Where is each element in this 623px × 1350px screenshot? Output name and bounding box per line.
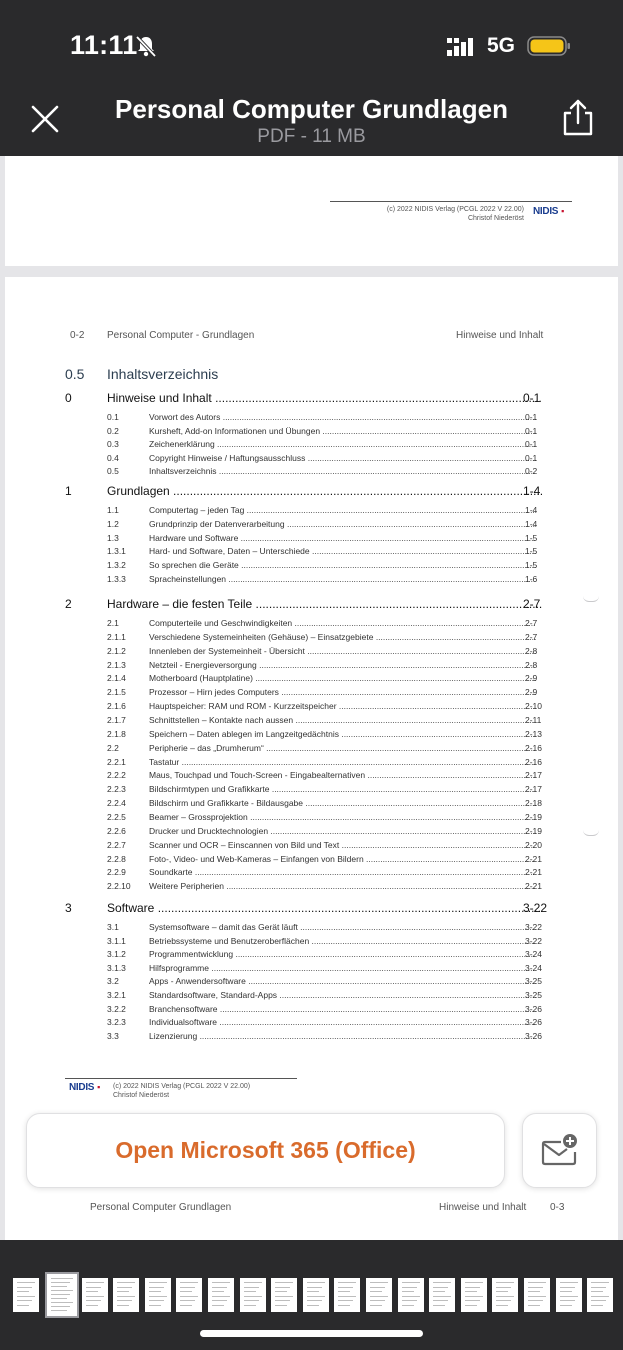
nidis-logo-text: NIDIS bbox=[69, 1082, 95, 1093]
toc-entry[interactable] bbox=[5, 1004, 618, 1016]
toc-chapter-page: 0-1 bbox=[523, 391, 541, 405]
toc-entry-title: Programmentwicklung ..... bbox=[149, 949, 536, 959]
toc-entry[interactable] bbox=[5, 949, 618, 961]
toc-entry[interactable] bbox=[5, 466, 618, 478]
toc-entry-title: Betriebssysteme und Benutzeroberflächen ..... bbox=[149, 936, 536, 946]
toc-entry-title: Hauptspeicher: RAM und ROM - Kurzzeitspeicher ..... bbox=[149, 701, 536, 711]
thumbnail-strip[interactable] bbox=[0, 1240, 623, 1350]
toc-entry-number: 2.2.8 bbox=[107, 853, 126, 864]
page-thumbnail[interactable] bbox=[366, 1278, 392, 1312]
nidis-logo: NIDIS ▪ bbox=[69, 1082, 101, 1093]
toc-entry-page: 2-7 bbox=[525, 631, 538, 642]
bell-muted-icon bbox=[134, 35, 158, 57]
toc-entry[interactable] bbox=[5, 1017, 618, 1029]
footer-copyright-line1: (c) 2022 NIDIS Verlag (PCGL 2022 V 22.00) bbox=[113, 1083, 251, 1090]
page-thumbnail[interactable] bbox=[524, 1278, 550, 1312]
pdf-page-current bbox=[5, 277, 618, 1145]
toc-entry[interactable] bbox=[5, 646, 618, 658]
toc-entry-title: Prozessor – Hirn jedes Computers ..... bbox=[149, 687, 536, 697]
toc-entry-title: Hilfsprogramme ..... bbox=[149, 963, 536, 973]
toc-entry-title: Tastatur ..... bbox=[149, 757, 536, 767]
page-thumbnail[interactable] bbox=[208, 1278, 234, 1312]
page-thumbnail[interactable] bbox=[13, 1278, 39, 1312]
document-subtitle: PDF - 11 MB bbox=[257, 126, 366, 147]
toc-entry-title: Drucker und Drucktechnologien ..... bbox=[149, 826, 536, 836]
toc-entry[interactable] bbox=[5, 632, 618, 644]
toc-chapter-title: Hardware – die festen Teile ..... bbox=[107, 597, 542, 611]
toc-entry[interactable] bbox=[5, 660, 618, 672]
status-time: 11:11 bbox=[70, 30, 138, 60]
toc-entry-title: Computerteile und Geschwindigkeiten ..... bbox=[149, 618, 536, 628]
toc-entry-number: 0.1 bbox=[107, 412, 119, 422]
toc-entry-page: 2-8 bbox=[525, 645, 538, 656]
toc-entry-number: 3.2.2 bbox=[107, 1003, 126, 1014]
toc-heading-number: 0.5 bbox=[65, 366, 85, 382]
toc-entry[interactable] bbox=[5, 990, 618, 1002]
mail-plus-icon bbox=[541, 1132, 579, 1168]
toc-entry-number: 1.1 bbox=[107, 505, 119, 515]
share-icon[interactable] bbox=[560, 98, 596, 138]
home-indicator[interactable] bbox=[200, 1330, 423, 1337]
toc-entry-number: 0.4 bbox=[107, 452, 119, 463]
document-header bbox=[0, 90, 623, 156]
battery-icon bbox=[527, 35, 571, 57]
toc-entry-page: 0-1 bbox=[525, 452, 538, 463]
footer-copyright-line1: (c) 2022 NIDIS Verlag (PCGL 2022 V 22.00) bbox=[386, 206, 524, 213]
toc-entry-title: Verschiedene Systemeinheiten (Gehäuse) – Einsatzgebiete ..... bbox=[149, 632, 536, 642]
toc-entry-number: 2.2.7 bbox=[107, 839, 126, 850]
toc-entry-title: Branchensoftware ..... bbox=[149, 1004, 536, 1014]
toc-entry[interactable] bbox=[5, 439, 618, 451]
toc-entry[interactable] bbox=[5, 533, 618, 545]
footer-rule bbox=[65, 1078, 297, 1079]
page-thumbnail[interactable] bbox=[461, 1278, 487, 1312]
toc-entry[interactable] bbox=[5, 1031, 618, 1043]
toc-entry-title: So sprechen die Geräte ..... bbox=[149, 560, 536, 570]
toc-entry-number: 3.2.1 bbox=[107, 990, 126, 1000]
toc-entry-page: 2-16 bbox=[525, 756, 543, 767]
toc-entry-page: 3-26 bbox=[525, 1017, 543, 1028]
toc-entry-title: Computertag – jeden Tag ..... bbox=[149, 505, 536, 515]
toc-entry[interactable] bbox=[5, 840, 618, 852]
toc-entry-number: 3.2 bbox=[107, 976, 119, 987]
toc-entry-number: 3.3 bbox=[107, 1030, 119, 1041]
toc-entry-title: Lizenzierung ..... bbox=[149, 1031, 536, 1041]
toc-entry[interactable] bbox=[5, 963, 618, 975]
toc-entry[interactable] bbox=[5, 867, 618, 879]
toc-entry-title: Standardsoftware, Standard-Apps ..... bbox=[149, 990, 536, 1000]
toc-entry[interactable] bbox=[5, 729, 618, 741]
toc-chapter[interactable] bbox=[5, 597, 618, 613]
toc-entry-title: Kursheft, Add-on Informationen und Übungen ..... bbox=[149, 426, 536, 436]
toc-entry-page: 0-2 bbox=[525, 466, 538, 477]
toc-entry-number: 1.3 bbox=[107, 532, 119, 543]
toc-entry-title: Weitere Peripherien ..... bbox=[149, 881, 536, 891]
toc-entry-page: 2-13 bbox=[525, 728, 543, 739]
toc-entry-title: Speichern – Daten ablegen im Langzeitgedächtnis ..... bbox=[149, 729, 536, 739]
toc-entry-number: 2.1.4 bbox=[107, 673, 126, 684]
toc-entry[interactable] bbox=[5, 757, 618, 769]
toc-entry-number: 1.3.2 bbox=[107, 560, 126, 571]
toc-entry-title: Foto-, Video- und Web-Kameras – Einfangen von Bildern ..... bbox=[149, 854, 536, 864]
toc-chapter-page: 1-4 bbox=[523, 484, 541, 498]
toc-entry-number: 0.3 bbox=[107, 439, 119, 450]
page-thumbnail[interactable] bbox=[176, 1278, 202, 1312]
toc-entry-title: Apps - Anwendersoftware ..... bbox=[149, 976, 536, 986]
toc-entry-page: 1-5 bbox=[525, 560, 538, 571]
running-head-title: Personal Computer Grundlagen bbox=[90, 1202, 232, 1213]
toc-entry-page: 2-11 bbox=[525, 715, 542, 726]
toc-entry-page: 2-18 bbox=[525, 798, 543, 809]
page-thumbnail[interactable] bbox=[303, 1278, 329, 1312]
toc-entry[interactable] bbox=[5, 936, 618, 948]
toc-entry-page: 2-9 bbox=[525, 687, 538, 698]
toc-entry-title: Vorwort des Autors ..... bbox=[149, 412, 536, 422]
toc-entry[interactable] bbox=[5, 673, 618, 685]
toc-chapter[interactable] bbox=[5, 901, 618, 917]
toc-heading: Inhaltsverzeichnis bbox=[107, 366, 219, 382]
toc-entry-page: 2-16 bbox=[525, 742, 543, 753]
toc-entry-title: Inhaltsverzeichnis ..... bbox=[149, 466, 536, 476]
page-thumbnail[interactable] bbox=[398, 1278, 424, 1312]
toc-entry-number: 1.2 bbox=[107, 518, 119, 529]
toc-entry-title: Innenleben der Systemeinheit - Übersicht ..... bbox=[149, 646, 536, 656]
toc-entry-number: 2.1 bbox=[107, 618, 119, 628]
toc-entry-title: Bildschirmtypen und Grafikkarte ..... bbox=[149, 784, 536, 794]
toc-entry-number: 1.3.1 bbox=[107, 546, 126, 557]
toc-entry-number: 2.2.9 bbox=[107, 867, 126, 878]
page-thumbnail[interactable] bbox=[556, 1278, 582, 1312]
toc-entry-title: Beamer – Grossprojektion ..... bbox=[149, 812, 536, 822]
open-in-office-label: Open Microsoft 365 (Office) bbox=[115, 1137, 416, 1163]
toc-entry-title: Soundkarte ..... bbox=[149, 867, 536, 877]
toc-entry[interactable] bbox=[5, 505, 618, 517]
toc-entry-page: 3-22 bbox=[525, 935, 543, 946]
toc-entry-page: 2-10 bbox=[525, 701, 543, 712]
toc-entry-number: 2.2.4 bbox=[107, 798, 126, 809]
toc-entry-title: Spracheinstellungen ..... bbox=[149, 574, 536, 584]
toc-entry[interactable] bbox=[5, 784, 618, 796]
toc-entry-page: 3-26 bbox=[525, 1030, 543, 1041]
toc-entry-number: 3.1.2 bbox=[107, 949, 126, 960]
toc-entry[interactable] bbox=[5, 770, 618, 782]
toc-entry[interactable] bbox=[5, 881, 618, 893]
toc-entry-title: Copyright Hinweise / Haftungsausschluss ..... bbox=[149, 453, 536, 463]
toc-entry-number: 2.2.3 bbox=[107, 784, 126, 795]
document-title: Personal Computer Grundlagen bbox=[115, 94, 508, 124]
page-thumbnail[interactable] bbox=[271, 1278, 297, 1312]
close-icon[interactable] bbox=[28, 102, 62, 136]
toc-chapter-title: Software ..... bbox=[107, 901, 542, 915]
toc-entry-page: 0-1 bbox=[525, 439, 538, 450]
toc-entry-title: Individualsoftware ..... bbox=[149, 1017, 536, 1027]
toc-entry[interactable] bbox=[5, 812, 618, 824]
toc-entry-number: 3.1 bbox=[107, 922, 119, 932]
toc-entry-number: 2.1.5 bbox=[107, 687, 126, 698]
toc-chapter-page: 3-22 bbox=[523, 901, 548, 915]
toc-chapter-number: 1 bbox=[65, 484, 72, 498]
page-thumbnail[interactable] bbox=[429, 1278, 455, 1312]
running-head-page-number: 0-3 bbox=[550, 1202, 565, 1213]
page-thumbnail[interactable] bbox=[145, 1278, 171, 1312]
running-head-title: Personal Computer - Grundlagen bbox=[107, 330, 255, 341]
toc-entry[interactable] bbox=[5, 976, 618, 988]
toc-entry-title: Maus, Touchpad und Touch-Screen - Eingabealternativen ..... bbox=[149, 770, 536, 780]
toc-entry[interactable] bbox=[5, 687, 618, 699]
toc-entry-page: 2-21 bbox=[525, 881, 543, 892]
toc-entry-number: 2.2 bbox=[107, 742, 119, 753]
network-type: 5G bbox=[487, 34, 516, 57]
open-in-office-button[interactable] bbox=[26, 1113, 505, 1188]
toc-chapter[interactable] bbox=[5, 391, 618, 407]
toc-entry-title: Schnittstellen – Kontakte nach aussen ..... bbox=[149, 715, 536, 725]
footer-copyright bbox=[381, 205, 524, 223]
nidis-logo-text: NIDIS bbox=[533, 206, 559, 217]
toc-entry-title: Scanner und OCR – Einscannen von Bild und Text ..... bbox=[149, 840, 536, 850]
toc-entry-page: 3-22 bbox=[525, 922, 543, 932]
toc-entry-page: 3-24 bbox=[525, 962, 543, 973]
toc-entry-page: 2-9 bbox=[525, 673, 538, 684]
toc-entry-number: 3.1.1 bbox=[107, 935, 126, 946]
toc-entry-page: 3-24 bbox=[525, 949, 543, 960]
toc-entry-page: 0-1 bbox=[525, 412, 538, 422]
toc-entry-page: 2-21 bbox=[525, 867, 543, 878]
toc-entry-title: Zeichenerklärung ..... bbox=[149, 439, 536, 449]
toc-entry-page: 2-21 bbox=[525, 853, 543, 864]
toc-entry[interactable] bbox=[5, 453, 618, 465]
toc-entry-page: 1-5 bbox=[525, 546, 538, 557]
toc-entry-number: 2.1.7 bbox=[107, 715, 126, 726]
footer-rule bbox=[330, 201, 572, 202]
toc-entry-number: 2.2.1 bbox=[107, 756, 126, 767]
toc-entry-page: 0-1 bbox=[525, 425, 538, 436]
toc-entry-title: Hardware und Software ..... bbox=[149, 533, 536, 543]
toc-entry-page: 1-4 bbox=[525, 505, 538, 515]
footer-copyright bbox=[113, 1082, 250, 1100]
toc-entry-page: 1-6 bbox=[525, 574, 538, 584]
page-thumbnail-active[interactable] bbox=[45, 1272, 79, 1318]
toc-entry[interactable] bbox=[5, 826, 618, 838]
toc-entry[interactable] bbox=[5, 519, 618, 531]
toc-entry-page: 2-8 bbox=[525, 659, 538, 670]
toc-chapter-title: Hinweise und Inhalt ..... bbox=[107, 391, 542, 405]
page-thumbnail[interactable] bbox=[82, 1278, 108, 1312]
toc-entry-number: 3.1.3 bbox=[107, 962, 126, 973]
toc-entry-number: 2.1.2 bbox=[107, 645, 126, 656]
toc-entry[interactable] bbox=[5, 426, 618, 438]
toc-entry-number: 2.1.1 bbox=[107, 631, 126, 642]
toc-entry-page: 1-5 bbox=[525, 532, 538, 543]
toc-entry-number: 2.2.6 bbox=[107, 825, 126, 836]
toc-entry-title: Grundprinzip der Datenverarbeitung ..... bbox=[149, 519, 536, 529]
toc-entry[interactable] bbox=[5, 715, 618, 727]
toc-chapter-number: 3 bbox=[65, 901, 72, 915]
toc-entry[interactable] bbox=[5, 854, 618, 866]
status-bar bbox=[0, 0, 623, 90]
toc-entry-page: 2-20 bbox=[525, 839, 543, 850]
toc-entry-title: Systemsoftware – damit das Gerät läuft ..... bbox=[149, 922, 536, 932]
cellular-signal-icon bbox=[446, 36, 476, 58]
page-thumbnail[interactable] bbox=[240, 1278, 266, 1312]
toc-entry[interactable] bbox=[5, 546, 618, 558]
toc-entry-page: 1-4 bbox=[525, 518, 538, 529]
toc-entry-title: Hard- und Software, Daten – Unterschiede ..... bbox=[149, 546, 536, 556]
pdf-page-previous bbox=[5, 156, 618, 266]
toc-chapter-number: 2 bbox=[65, 597, 72, 611]
footer-author: Christof Niederöst bbox=[467, 215, 524, 222]
toc-entry[interactable] bbox=[5, 798, 618, 810]
toc-entry[interactable] bbox=[5, 743, 618, 755]
toc-chapter[interactable] bbox=[5, 484, 618, 500]
toc-entry-number: 1.3.3 bbox=[107, 574, 126, 584]
toc-entry-number: 2.1.3 bbox=[107, 659, 126, 670]
toc-entry-title: Motherboard (Hauptplatine) ..... bbox=[149, 673, 536, 683]
toc-entry-title: Peripherie – das „Drumherum“ ..... bbox=[149, 743, 536, 753]
toc-chapter-title: Grundlagen ..... bbox=[107, 484, 542, 498]
toc-entry[interactable] bbox=[5, 618, 618, 630]
toc-entry-number: 0.5 bbox=[107, 466, 119, 477]
toc-entry-title: Netzteil - Energieversorgung ..... bbox=[149, 660, 536, 670]
toc-entry-number: 2.1.8 bbox=[107, 728, 126, 739]
pdf-viewer[interactable] bbox=[0, 156, 623, 1240]
toc-entry-title: Bildschirm und Grafikkarte - Bildausgabe ..... bbox=[149, 798, 536, 808]
toc-entry-number: 2.1.6 bbox=[107, 701, 126, 712]
running-head-section: Hinweise und Inhalt bbox=[439, 1202, 527, 1213]
toc-entry-number: 2.2.10 bbox=[107, 881, 131, 892]
page-thumbnail[interactable] bbox=[334, 1278, 360, 1312]
page-thumbnail[interactable] bbox=[587, 1278, 613, 1312]
toc-entry-number: 3.2.3 bbox=[107, 1017, 126, 1028]
toc-entry[interactable] bbox=[5, 701, 618, 713]
toc-chapter-number: 0 bbox=[65, 391, 72, 405]
toc-entry-page: 3-25 bbox=[525, 976, 543, 987]
toc-entry-number: 2.2.5 bbox=[107, 812, 126, 823]
toc-entry-number: 0.2 bbox=[107, 425, 119, 436]
toc-entry[interactable] bbox=[5, 922, 618, 934]
toc-entry[interactable] bbox=[5, 574, 618, 586]
toc-entry-page: 2-17 bbox=[525, 784, 543, 795]
toc-entry[interactable] bbox=[5, 412, 618, 424]
footer-author: Christof Niederöst bbox=[113, 1092, 170, 1099]
page-thumbnail[interactable] bbox=[113, 1278, 139, 1312]
toc-entry[interactable] bbox=[5, 560, 618, 572]
toc-entry-number: 2.2.2 bbox=[107, 770, 126, 781]
running-head-page-number: 0-2 bbox=[70, 330, 85, 341]
toc-entry-page: 2-19 bbox=[525, 825, 543, 836]
toc-entry-page: 2-7 bbox=[525, 618, 538, 628]
toc-chapter-page: 2-7 bbox=[523, 597, 541, 611]
running-head-section: Hinweise und Inhalt bbox=[456, 330, 544, 341]
toc-entry-page: 2-17 bbox=[525, 770, 543, 781]
nidis-logo: NIDIS ▪ bbox=[533, 206, 565, 217]
mail-compose-button[interactable] bbox=[522, 1113, 597, 1188]
page-thumbnail[interactable] bbox=[492, 1278, 518, 1312]
toc-entry-page: 2-19 bbox=[525, 812, 543, 823]
toc-entry-page: 3-25 bbox=[525, 990, 543, 1000]
toc-entry-page: 3-26 bbox=[525, 1003, 543, 1014]
